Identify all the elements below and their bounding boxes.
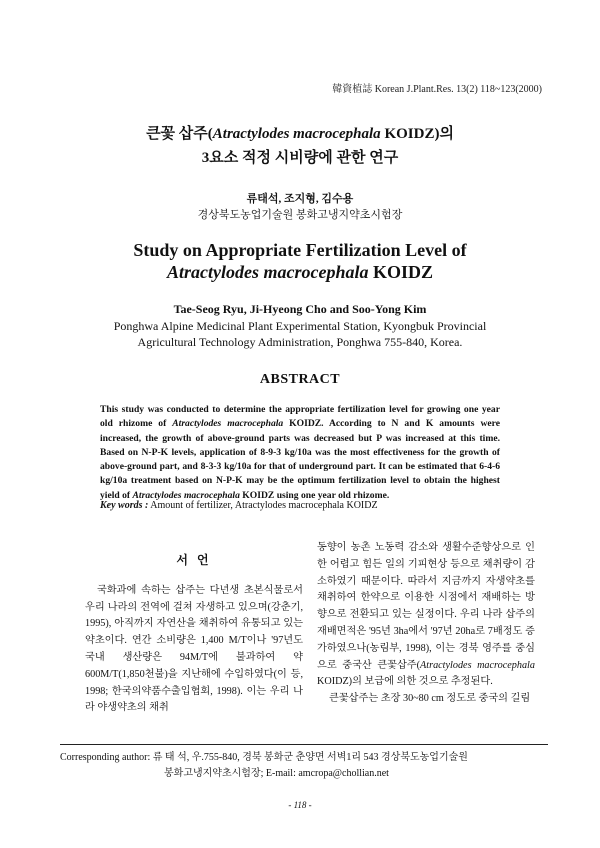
- journal-reference: 韓資植誌 Korean J.Plant.Res. 13(2) 118~123(2000): [332, 84, 542, 95]
- keywords-text: Amount of fertilizer, Atractylodes macrocephala KOIDZ: [148, 500, 378, 511]
- korean-title-suffix: KOIDZ)의: [380, 126, 454, 142]
- abstract-body: [100, 403, 500, 503]
- english-authors: Tae-Seog Ryu, Ji-Hyeong Cho and Soo-Yong Kim: [173, 302, 427, 316]
- keywords: [100, 500, 520, 511]
- keywords-label: Key words :: [100, 500, 149, 511]
- abstract-heading: ABSTRACT: [259, 372, 341, 387]
- english-title-line1: Study on Appropriate Fertilization Level of: [133, 240, 467, 260]
- intro-paragraph-right-1: [317, 540, 535, 691]
- footer-divider: [60, 744, 548, 745]
- intro-text-right-1b: KOIDZ)의 보급에 의한 것으로 추정된다.: [317, 676, 493, 688]
- korean-title-prefix: 큰꽃 삽주(: [146, 126, 213, 142]
- intro-paragraph-right-2: 큰꽃삽주는 초장 30~80 cm 정도로 중국의 길림: [329, 693, 531, 705]
- body-column-right: [317, 540, 535, 708]
- abstract-species-1: Atractylodes macrocephala: [172, 418, 284, 430]
- body-column-left: [85, 540, 303, 717]
- english-title-line2: [0, 262, 600, 283]
- english-title-suffix: KOIDZ: [368, 262, 433, 282]
- intro-heading: 서 언: [176, 553, 212, 567]
- korean-title-species: Atractylodes macrocephala: [212, 126, 381, 142]
- english-title-species: Atractylodes macrocephala: [167, 262, 369, 282]
- abstract-text-part3: KOIDZ using one year old rhizome.: [239, 489, 390, 501]
- korean-affiliation: 경상북도농업기술원 봉화고냉지약초시험장: [197, 209, 403, 221]
- abstract-text-part1: This study was conducted to determine the appropriate fertilization level for growing one year old rhizome of: [100, 404, 500, 430]
- english-affiliation: Ponghwa Alpine Medicinal Plant Experimental Station, Kyongbuk Provincial Agricultural Technology Administration, Ponghwa 755-840, Korea.: [113, 319, 487, 349]
- intro-species: Atractylodes macrocephala: [420, 659, 535, 671]
- corresponding-author-contact: 봉화고냉지약초시험장; E-mail: amcropa@chollian.net: [164, 768, 389, 779]
- korean-authors: 류태석, 조지형, 김수용: [246, 193, 354, 205]
- page-number: - 118 -: [288, 800, 312, 810]
- korean-title-line2: 3요소 적정 시비량에 관한 연구: [201, 150, 399, 166]
- abstract-text-part2: KOIDZ. According to N and K amounts were increased, the growth of above-ground parts was decreased but P was increased at this time. Based on N-P-K levels, application of 8-9-3 kg/10a was the most effectiveness for the growth of above-ground part, and 8-3-3 kg/10a for that of underground part. It can be estimated that 6-4-6 kg/10a treatment based on N-P-K may be the optimum fertilization level to obtain the highest yield of: [100, 418, 500, 501]
- intro-text-right-1a: 동향이 농촌 노동력 감소와 생활수준향상으로 인한 어렵고 힘든 일의 기피현상 등으로 채취량이 감소하였기 때문이다. 따라서 지금까지 자생약초를 채취하여 한약으로 이용한 시점에서 재배하는 방향으로 전환되고 있는 실정이다. 우리 나라 삽주의 재배면적은 '95년 3ha에서 '97년 20ha로 7배정도 증가하였으나(농림부, 1998), 이는 경북 영주를 중심으로 중국산 큰꽃삽주(: [317, 542, 535, 671]
- korean-title-line1: [0, 122, 600, 143]
- abstract-species-2: Atractylodes macrocephala: [132, 489, 240, 501]
- corresponding-author-line: Corresponding author: 류 태 석, 우.755-840, 경북 봉화군 춘양면 서벽1리 543 경상북도농업기술원: [60, 752, 468, 763]
- intro-paragraph-left: 국화과에 속하는 삽주는 다년생 초본식물로서 우리 나라의 전역에 걸쳐 자생하고 있으며(강춘기, 1995), 아직까지 자연산을 채취하여 유통되고 있는 약초이다. 연간 소비량은 1,400 M/T이나 '97년도 국내 생산량은 94M/T에 불과하여 약 600M/T(1,850천불)을 지난해에 수입하였다(이 등, 1998; 한국의약품수출입협회, 1998). 이는 우리 나라 야생약초의 채취: [85, 584, 303, 714]
